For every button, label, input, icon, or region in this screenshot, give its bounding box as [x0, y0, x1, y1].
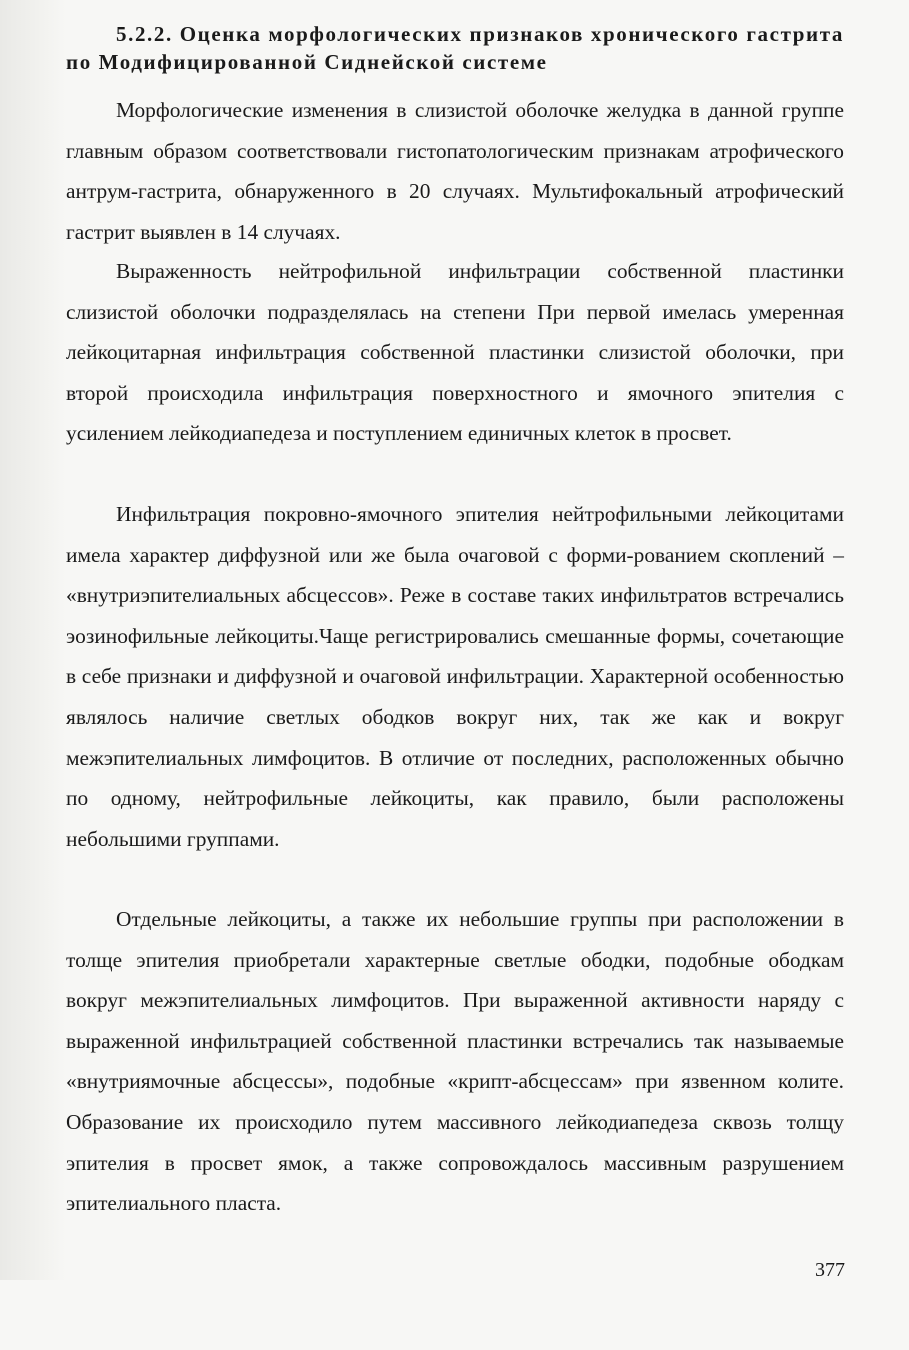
paragraph-1: Морфологические изменения в слизистой оболочке желудка в данной группе главным образом соответствовали гистопатологическим признакам атрофического антрум-гастрита, обнаруженного в 20 случаях. Мультифокальный атрофический гастрит выявлен в 14 случаях. — [66, 98, 844, 244]
page-number: 377 — [815, 1259, 845, 1281]
scan-edge-shadow — [0, 0, 66, 1280]
paragraph-4: Отдельные лейкоциты, а также их небольшие группы при расположении в толще эпителия приобретали характерные светлые ободки, подобные ободкам вокруг межэпителиальных лимфоцитов. При выраженной активности наряду с выраженной инфильтрацией собственной пластинки встречались так называемые «внутриямочные абсцессы», подобные «крипт-абсцессам» при язвенном колите. Образование их происходило путем массивного лейкодиапедеза сквозь толщу эпителия в просвет ямок, а также сопровождалось массивным разрушением эпителиального пласта. — [66, 907, 844, 1216]
paragraph-3: Инфильтрация покровно-ямочного эпителия нейтрофильными лейкоцитами имела характер диффузной или же была очаговой с форми-рованием скоплений – «внутриэпителиальных абсцессов». Реже в составе таких инфильтратов встречались эозинофильные лейкоциты.Чаще регистрировались смешанные формы, сочетающие в себе признаки и диффузной и очаговой инфильтрации. Характерной особенностью являлось наличие светлых ободков вокруг них, так же как и вокруг межэпителиальных лимфоцитов. В отличие от последних, расположенных обычно по одному, нейтрофильные лейкоциты, как правило, были расположены небольшими группами. — [66, 502, 844, 851]
paragraph-2: Выраженность нейтрофильной инфильтрации собственной пластинки слизистой оболочки подразделялась на степени При первой имелась умеренная лейкоцитарная инфильтрация собственной пластинки слизистой оболочки, при второй происходила инфильтрация поверхностного и ямочного эпителия с усилением лейкодиапедеза и поступлением единичных клеток в просвет. — [66, 259, 844, 446]
section-heading: 5.2.2. Оценка морфологических признаков хронического гастрита по Модифицированной Сиднейской системе — [66, 22, 844, 74]
